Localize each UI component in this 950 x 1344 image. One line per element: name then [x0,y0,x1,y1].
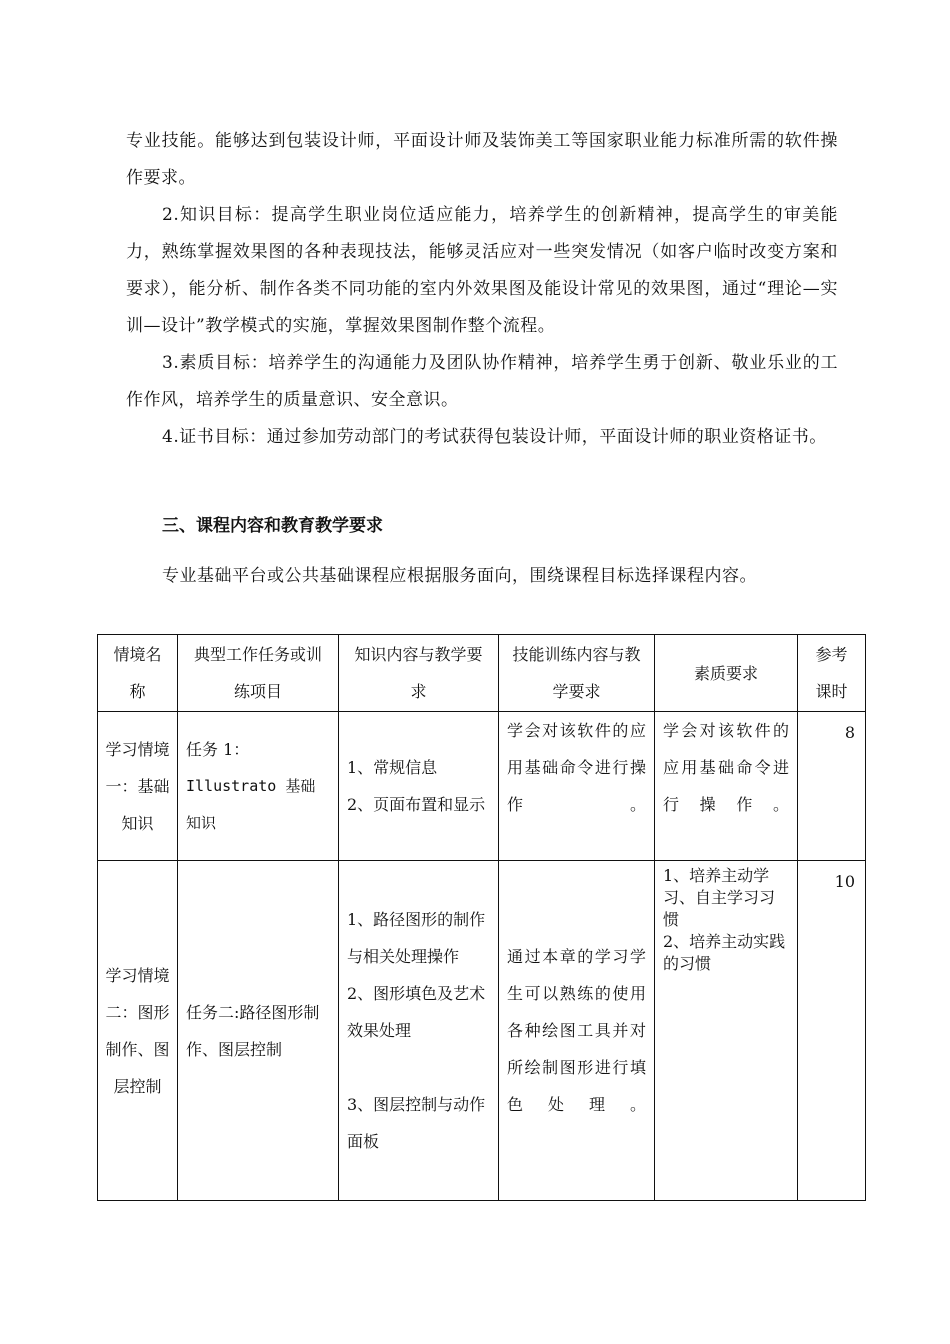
row2-knowledge-2: 2、图形填色及艺术效果处理 [347,984,486,1040]
row2-knowledge [339,861,499,1201]
paragraph-professional-skills: 专业技能。能够达到包装设计师，平面设计师及装饰美工等国家职业能力标准所需的软件操作要求。 [126,131,838,188]
row1-task [178,712,339,861]
header-task: 典型工作任务或训练项目 [178,635,339,712]
row1-situation: 学习情境一：基础知识 [98,712,178,861]
row2-skill: 通过本章的学习学生可以熟练的使用各种绘图工具并对所绘制图形进行填色处理。 [499,861,655,1201]
header-hours: 参考课时 [798,635,866,712]
row2-hours: 10 [798,861,866,1201]
row1-task-line2: Illustrato 基础知识 [186,776,316,832]
row2-knowledge-spacer [347,1049,490,1086]
table-row [98,712,866,861]
paragraph-quality-goal: 3.素质目标：培养学生的沟通能力及团队协作精神，培养学生勇于创新、敬业乐业的工作作风，培养学生的质量意识、安全意识。 [126,353,838,410]
intro-paragraph: 专业基础平台或公共基础课程应根据服务面向，围绕课程目标选择课程内容。 [162,566,757,586]
row1-knowledge-2: 2、页面布置和显示 [347,795,486,814]
row2-quality-1: 1、培养主动学习、自主学习习惯 [663,866,776,929]
row1-knowledge-1: 1、常规信息 [347,758,438,777]
row1-quality: 学会对该软件的应用基础命令进行操作。 [655,712,798,861]
row1-skill: 学会对该软件的应用基础命令进行操作。 [499,712,655,861]
row2-situation: 学习情境二：图形制作、图层控制 [98,861,178,1201]
row1-knowledge [339,712,499,861]
paragraph-certificate-goal: 4.证书目标：通过参加劳动部门的考试获得包装设计师，平面设计师的职业资格证书。 [162,427,827,447]
header-skill: 技能训练内容与教学要求 [499,635,655,712]
row2-quality-2: 2、培养主动实践的习惯 [663,932,786,973]
row2-quality [655,861,798,1201]
row2-knowledge-3: 3、图层控制与动作面板 [347,1095,486,1151]
row1-hours: 8 [798,712,866,861]
paragraph-knowledge-goal: 2.知识目标：提高学生职业岗位适应能力，培养学生的创新精神，提高学生的审美能力，熟练掌握效果图的各种表现技法，能够灵活应对一些突发情况（如客户临时改变方案和要求），能分析、制作各类不同功能的室内外效果图及能设计常见的效果图，通过“理论—实训—设计”教学模式的实施，掌握效果图制作整个流程。 [126,205,838,336]
row1-task-line1: 任务 1： [186,739,250,759]
header-knowledge: 知识内容与教学要求 [339,635,499,712]
course-content-table [97,634,866,1201]
row2-knowledge-1: 1、路径图形的制作与相关处理操作 [347,910,486,966]
row2-task: 任务二:路径图形制作、图层控制 [178,861,339,1201]
header-situation: 情境名称 [98,635,178,712]
header-quality: 素质要求 [655,635,798,712]
table-header-row [98,635,866,712]
section-heading: 三、课程内容和教育教学要求 [162,516,383,536]
table-row [98,861,866,1201]
